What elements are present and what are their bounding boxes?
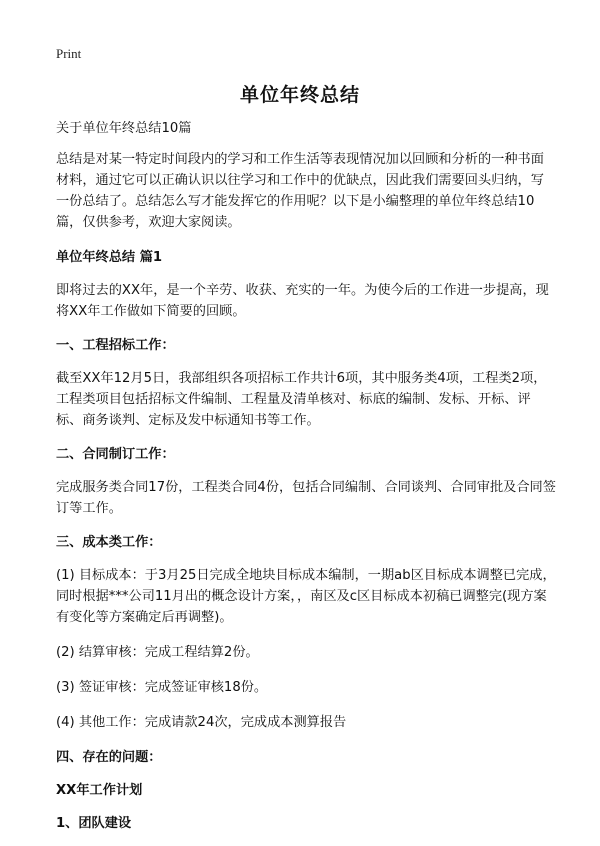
part-heading-2: 二、合同制订工作： [56,447,175,462]
list-item: (3) 签证审核：完成签证审核18份。 [56,680,268,695]
plan-subheading: 1、团队建设 [56,816,132,831]
list-item: (2) 结算审核：完成工程结算2份。 [56,645,259,660]
part-heading-4: 四、存在的问题： [56,750,162,765]
part-paragraph-1: 截至XX年12月5日，我部组织各项招标工作共计6项，其中服务类4项，工程类2项，工程类项目包括招标文件编制、工程量及清单核对、标底的编制、发标、开标、评标、商务谈判、定标及发中标通知书等工作。 [56,371,547,428]
list-item: (1) 目标成本：于3月25日完成全地块目标成本编制，一期ab区目标成本调整已完成，同时根据***公司11月出的概念设计方案，，南区及c区目标成本初稿已调整完(现方案有变化等方案确定后再调整)。 [56,568,556,625]
document-subtitle: 关于单位年终总结10篇 [56,121,192,136]
intro-paragraph: 总结是对某一特定时间段内的学习和工作生活等表现情况加以回顾和分析的一种书面材料，通过它可以正确认识以往学习和工作中的优缺点，因此我们需要回头归纳，写一份总结了。总结怎么写才能发挥它的作用呢？以下是小编整理的单位年终总结10篇，仅供参考，欢迎大家阅读。 [56,152,544,230]
section-heading-1: 单位年终总结 篇1 [56,250,163,265]
part-heading-3: 三、成本类工作： [56,535,162,550]
plan-heading: XX年工作计划 [56,783,143,798]
document-title: 单位年终总结 [239,84,360,106]
print-link[interactable]: Print [56,46,82,61]
part-paragraph-2: 完成服务类合同17份，工程类合同4份，包括合同编制、合同谈判、合同审批及合同签订等工作。 [56,480,556,516]
section-paragraph-1: 即将过去的XX年，是一个辛劳、收获、充实的一年。为使今后的工作进一步提高，现将XX年工作做如下简要的回顾。 [56,283,549,319]
list-item: (4) 其他工作：完成请款24次，完成成本测算报告 [56,715,347,730]
document-body [56,118,556,846]
part-heading-1: 一、工程招标工作： [56,338,175,353]
